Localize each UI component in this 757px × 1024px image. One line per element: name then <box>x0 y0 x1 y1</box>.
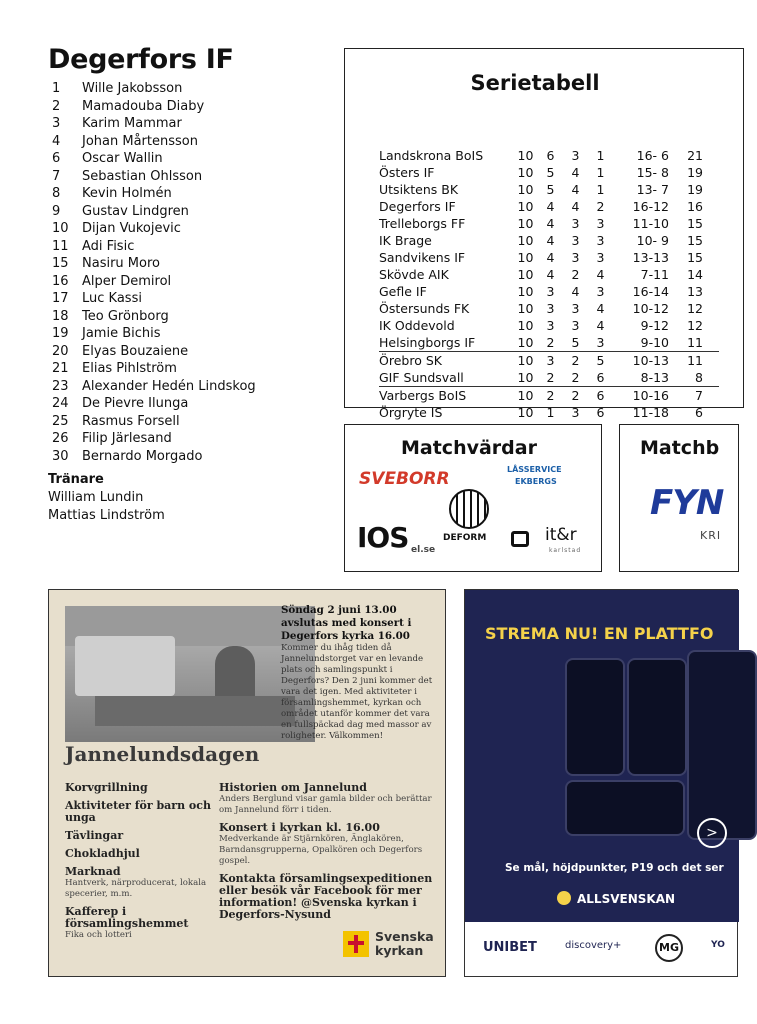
player-name: Teo Grönborg <box>82 308 169 324</box>
ad-item-text: Medverkande är Stjärnkören, Änglakören, Barndansgrupperna, Opalkören och Degerfors gospel. <box>219 834 423 866</box>
wins: 3 <box>546 301 555 316</box>
goal-difference: 13- 7 <box>636 182 669 197</box>
losses: 4 <box>596 301 605 316</box>
goal-difference: 9-10 <box>640 335 669 350</box>
svenska-kyrkan-line2: kyrkan <box>375 943 424 958</box>
player-name: Alper Demirol <box>82 273 172 289</box>
league-table <box>379 147 719 421</box>
phone-screen <box>627 658 687 776</box>
ad-item-heading: Konsert i kyrkan kl. 16.00 <box>219 821 380 834</box>
table-row <box>379 249 719 266</box>
team-name: Landskrona BoIS <box>379 148 484 163</box>
mg-logo <box>655 934 683 962</box>
points: 13 <box>687 284 703 299</box>
strema-banner <box>465 590 739 922</box>
player-row <box>48 430 338 448</box>
league-table-box <box>344 48 744 420</box>
draws: 4 <box>571 284 580 299</box>
team-name: Skövde AIK <box>379 267 449 282</box>
ad-item-heading: Marknad <box>65 865 121 878</box>
discovery-logo: discovery+ <box>565 940 622 951</box>
played: 10 <box>517 148 534 163</box>
player-row <box>48 325 338 343</box>
losses: 2 <box>596 199 605 214</box>
sveborr-logo: SVEBORR <box>359 469 450 489</box>
player-number: 11 <box>52 238 69 254</box>
strema-headline: STREMA NU! EN PLATTFO <box>485 624 714 643</box>
fyn-logo: FYN <box>650 483 724 523</box>
ekbergs-logo: EKBERGS <box>515 477 557 486</box>
mg-logo-text: MG <box>659 941 679 954</box>
player-number: 26 <box>52 431 69 446</box>
played: 10 <box>517 301 534 316</box>
ad-left-column <box>65 776 225 941</box>
player-number: 7 <box>52 168 61 184</box>
player-row <box>48 448 338 466</box>
player-name: Kevin Holmén <box>82 186 172 201</box>
player-row <box>48 413 338 431</box>
goal-difference: 8-13 <box>640 370 669 385</box>
player-number: 18 <box>52 308 69 324</box>
team-name: Sandvikens IF <box>379 250 466 265</box>
deform-globe-icon <box>449 489 489 529</box>
losses: 1 <box>596 148 605 163</box>
svenska-kyrkan-line1: Svenska <box>375 929 434 944</box>
coach-name: William Lundin <box>48 490 144 505</box>
team-name: Trelleborgs FF <box>379 216 466 231</box>
player-list <box>48 80 338 465</box>
allsvenskan-logo: ALLSVENSKAN <box>577 892 676 906</box>
team-name: IK Brage <box>379 233 432 248</box>
ad-item-heading: Aktiviteter för barn och unga <box>65 799 211 824</box>
player-row <box>48 203 338 221</box>
goal-difference: 16-12 <box>632 199 669 214</box>
ad-item-text: Anders Berglund visar gamla bilder och berättar om Jannelund förr i tiden. <box>219 794 432 815</box>
ad-intro-text: Kommer du ihåg tiden då Jannelundstorget var en levande plats och samlingspunkt i Degerfors? Den 2 juni kommer det vara det igen. Med aktiviteter i församlingshemmet, kyrkan och området utanför kommer det vara en fullspäckad dag med massor av roligheter. Välkommen! <box>281 643 433 741</box>
unibet-logo: UNIBET <box>483 940 537 955</box>
ios-logo: IOS <box>357 521 409 554</box>
player-row <box>48 150 338 168</box>
ad-title: Jannelundsdagen <box>65 742 260 766</box>
ad-item-text: Hantverk, närproducerat, lokala specerier, m.m. <box>65 878 207 899</box>
player-name: Alexander Hedén Lindskog <box>82 378 256 394</box>
team-name: Helsingborgs IF <box>379 335 476 350</box>
team-name: Varbergs BoIS <box>379 388 467 403</box>
ad-item-heading: Tävlingar <box>65 829 124 842</box>
itr-mark-icon <box>511 531 529 547</box>
player-number: 4 <box>52 133 61 149</box>
wins: 4 <box>546 216 555 231</box>
draws: 3 <box>571 301 580 316</box>
losses: 1 <box>596 182 605 197</box>
player-row <box>48 343 338 361</box>
player-row <box>48 168 338 186</box>
wins: 4 <box>546 199 555 214</box>
allsvenskan-icon <box>557 891 571 905</box>
table-row <box>379 215 719 232</box>
team-name: Gefle IF <box>379 284 427 299</box>
draws: 3 <box>571 233 580 248</box>
ad-item-heading: Kontakta församlingsexpeditionen eller besök vår Facebook för mer information! @Svenska kyrkan i Degerfors-Nysund <box>219 872 433 921</box>
player-row <box>48 360 338 378</box>
player-number: 2 <box>52 98 61 114</box>
played: 10 <box>517 233 534 248</box>
played: 10 <box>517 284 534 299</box>
played: 10 <box>517 182 534 197</box>
player-name: Karim Mammar <box>82 116 182 131</box>
wins: 3 <box>546 353 555 368</box>
draws: 3 <box>571 318 580 333</box>
player-name: Mamadouba Diaby <box>82 98 205 114</box>
losses: 3 <box>596 335 605 350</box>
played: 10 <box>517 370 534 385</box>
player-number: 8 <box>52 186 61 201</box>
goal-difference: 7-11 <box>640 267 669 282</box>
player-name: Jamie Bichis <box>82 326 161 341</box>
table-row <box>379 334 719 351</box>
player-name: Filip Järlesand <box>82 431 172 446</box>
draws: 5 <box>571 335 580 350</box>
table-row <box>379 266 719 283</box>
player-number: 3 <box>52 116 61 131</box>
strema-ad <box>464 589 738 977</box>
player-name: Elyas Bouzaiene <box>82 343 189 359</box>
draws: 4 <box>571 165 580 180</box>
losses: 3 <box>596 284 605 299</box>
jannelundsdagen-ad <box>48 589 446 977</box>
player-row <box>48 255 338 273</box>
player-number: 1 <box>52 81 61 96</box>
losses: 3 <box>596 233 605 248</box>
ad-right-column <box>219 776 437 921</box>
wins: 4 <box>546 250 555 265</box>
table-row <box>379 352 719 369</box>
partner-logo: YO <box>711 940 725 950</box>
svenska-kyrkan-logo <box>343 930 434 958</box>
player-number: 30 <box>52 448 69 464</box>
player-name: Adi Fisic <box>82 238 135 254</box>
goal-difference: 16- 6 <box>636 148 669 163</box>
points: 15 <box>687 233 703 248</box>
losses: 6 <box>596 370 605 385</box>
player-row <box>48 115 338 133</box>
table-row <box>379 198 719 215</box>
losses: 3 <box>596 216 605 231</box>
player-name: Johan Mårtensson <box>82 133 198 149</box>
wins: 5 <box>546 182 555 197</box>
table-row <box>379 300 719 317</box>
goal-difference: 11-10 <box>632 216 669 231</box>
player-name: Sebastian Ohlsson <box>82 168 203 184</box>
strema-subline: Se mål, höjdpunkter, P19 och det ser <box>505 862 724 874</box>
player-row <box>48 273 338 291</box>
draws: 4 <box>571 199 580 214</box>
player-name: Elias Pihlström <box>82 361 177 376</box>
deform-logo: DEFORM <box>443 533 487 543</box>
played: 10 <box>517 335 534 350</box>
points: 21 <box>687 148 703 163</box>
player-number: 25 <box>52 413 69 429</box>
goal-difference: 10-12 <box>632 301 669 316</box>
player-name: De Pievre Ilunga <box>82 396 189 411</box>
ad-item-heading: Kafferep i församlingshemmet <box>65 905 189 930</box>
losses: 1 <box>596 165 605 180</box>
table-row <box>379 164 719 181</box>
points: 15 <box>687 216 703 231</box>
player-row <box>48 378 338 396</box>
player-number: 24 <box>52 396 69 411</box>
player-number: 19 <box>52 326 69 341</box>
wins: 5 <box>546 165 555 180</box>
losses: 5 <box>596 353 605 368</box>
player-row <box>48 133 338 151</box>
table-row <box>379 283 719 300</box>
points: 12 <box>687 301 703 316</box>
itr-sub: karlstad <box>549 547 582 554</box>
draws: 3 <box>571 250 580 265</box>
player-name: Nasiru Moro <box>82 256 160 271</box>
points: 7 <box>695 388 703 403</box>
fyn-sub: KRI <box>700 529 722 542</box>
points: 16 <box>687 199 703 214</box>
player-name: Oscar Wallin <box>82 151 163 166</box>
table-row <box>379 404 719 421</box>
table-row <box>379 181 719 198</box>
church-crown-icon <box>343 931 369 957</box>
player-number: 15 <box>52 256 69 271</box>
player-name: Dijan Vukojevic <box>82 221 181 236</box>
played: 10 <box>517 199 534 214</box>
match-ball-box <box>619 424 739 572</box>
player-number: 20 <box>52 343 69 359</box>
draws: 4 <box>571 182 580 197</box>
points: 19 <box>687 165 703 180</box>
player-row <box>48 220 338 238</box>
points: 14 <box>687 267 703 282</box>
team-name: Örebro SK <box>379 353 442 368</box>
wins: 2 <box>546 388 555 403</box>
player-name: Wille Jakobsson <box>82 81 183 96</box>
wins: 4 <box>546 267 555 282</box>
ad-headline: Söndag 2 juni 13.00 avslutas med konsert i Degerfors kyrka 16.00 <box>281 604 412 642</box>
player-number: 17 <box>52 291 69 306</box>
player-name: Gustav Lindgren <box>82 203 189 219</box>
played: 10 <box>517 216 534 231</box>
losses: 6 <box>596 388 605 403</box>
player-row <box>48 290 338 308</box>
team-name: Örgryte IS <box>379 405 443 420</box>
table-row <box>379 387 719 404</box>
wins: 4 <box>546 233 555 248</box>
player-number: 9 <box>52 203 61 219</box>
goal-difference: 10-13 <box>632 353 669 368</box>
draws: 2 <box>571 388 580 403</box>
itr-logo: it&r <box>545 525 577 545</box>
play-button-icon: > <box>697 818 727 848</box>
goal-difference: 15- 8 <box>636 165 669 180</box>
played: 10 <box>517 165 534 180</box>
player-name: Luc Kassi <box>82 291 142 306</box>
played: 10 <box>517 353 534 368</box>
player-name: Rasmus Forsell <box>82 413 180 429</box>
player-number: 21 <box>52 361 69 376</box>
player-row <box>48 308 338 326</box>
team-name: Utsiktens BK <box>379 182 459 197</box>
losses: 4 <box>596 267 605 282</box>
goal-difference: 11-18 <box>632 405 669 420</box>
points: 6 <box>695 405 703 420</box>
points: 15 <box>687 250 703 265</box>
team-name: Östersunds FK <box>379 301 470 316</box>
goal-difference: 9-12 <box>640 318 669 333</box>
team-name: Degerfors IF <box>379 199 456 214</box>
points: 11 <box>687 353 703 368</box>
player-row <box>48 395 338 413</box>
coach-name: Mattias Lindström <box>48 508 165 523</box>
phone-screen <box>565 658 625 776</box>
wins: 6 <box>546 148 555 163</box>
draws: 3 <box>571 216 580 231</box>
draws: 2 <box>571 370 580 385</box>
el-se-logo: el.se <box>411 545 436 555</box>
draws: 2 <box>571 267 580 282</box>
wins: 3 <box>546 284 555 299</box>
points: 8 <box>695 370 703 385</box>
draws: 3 <box>571 405 580 420</box>
league-table-title: Serietabell <box>470 71 600 95</box>
phone-screen <box>687 650 757 840</box>
played: 10 <box>517 318 534 333</box>
draws: 3 <box>571 148 580 163</box>
player-row <box>48 238 338 256</box>
player-name: Bernardo Morgado <box>82 448 203 464</box>
losses: 4 <box>596 318 605 333</box>
market-photo <box>65 606 315 742</box>
table-row <box>379 369 719 386</box>
phone-screen <box>565 780 685 836</box>
played: 10 <box>517 405 534 420</box>
player-row <box>48 80 338 98</box>
team-name: Östers IF <box>379 165 435 180</box>
wins: 2 <box>546 370 555 385</box>
wins: 2 <box>546 335 555 350</box>
team-name: IK Oddevold <box>379 318 455 333</box>
player-number: 16 <box>52 273 69 289</box>
table-row <box>379 147 719 164</box>
points: 12 <box>687 318 703 333</box>
losses: 6 <box>596 405 605 420</box>
goal-difference: 16-14 <box>632 284 669 299</box>
table-row <box>379 317 719 334</box>
wins: 3 <box>546 318 555 333</box>
player-number: 23 <box>52 378 69 394</box>
coaches-title: Tränare <box>48 472 104 487</box>
player-number: 6 <box>52 151 61 166</box>
match-hosts-box <box>344 424 602 572</box>
player-number: 10 <box>52 221 69 236</box>
table-row <box>379 232 719 249</box>
player-row <box>48 185 338 203</box>
ad-item-heading: Historien om Jannelund <box>219 781 367 794</box>
player-row <box>48 98 338 116</box>
match-ball-title: Matchb <box>640 437 720 459</box>
ad-item-text: Fika och lotteri <box>65 930 132 940</box>
ad-item-heading: Chokladhjul <box>65 847 140 860</box>
played: 10 <box>517 388 534 403</box>
wins: 1 <box>546 405 555 420</box>
points: 19 <box>687 182 703 197</box>
points: 11 <box>687 335 703 350</box>
goal-difference: 10-16 <box>632 388 669 403</box>
played: 10 <box>517 250 534 265</box>
squad-list <box>48 44 338 525</box>
played: 10 <box>517 267 534 282</box>
goal-difference: 13-13 <box>632 250 669 265</box>
team-name: GIF Sundsvall <box>379 370 464 385</box>
ad-intro <box>281 604 441 742</box>
match-hosts-title: Matchvärdar <box>401 437 537 459</box>
goal-difference: 10- 9 <box>636 233 669 248</box>
team-title: Degerfors IF <box>48 44 234 75</box>
lasservice-logo: LÅSSERVICE <box>507 465 562 474</box>
draws: 2 <box>571 353 580 368</box>
ad-item-heading: Korvgrillning <box>65 781 148 794</box>
losses: 3 <box>596 250 605 265</box>
